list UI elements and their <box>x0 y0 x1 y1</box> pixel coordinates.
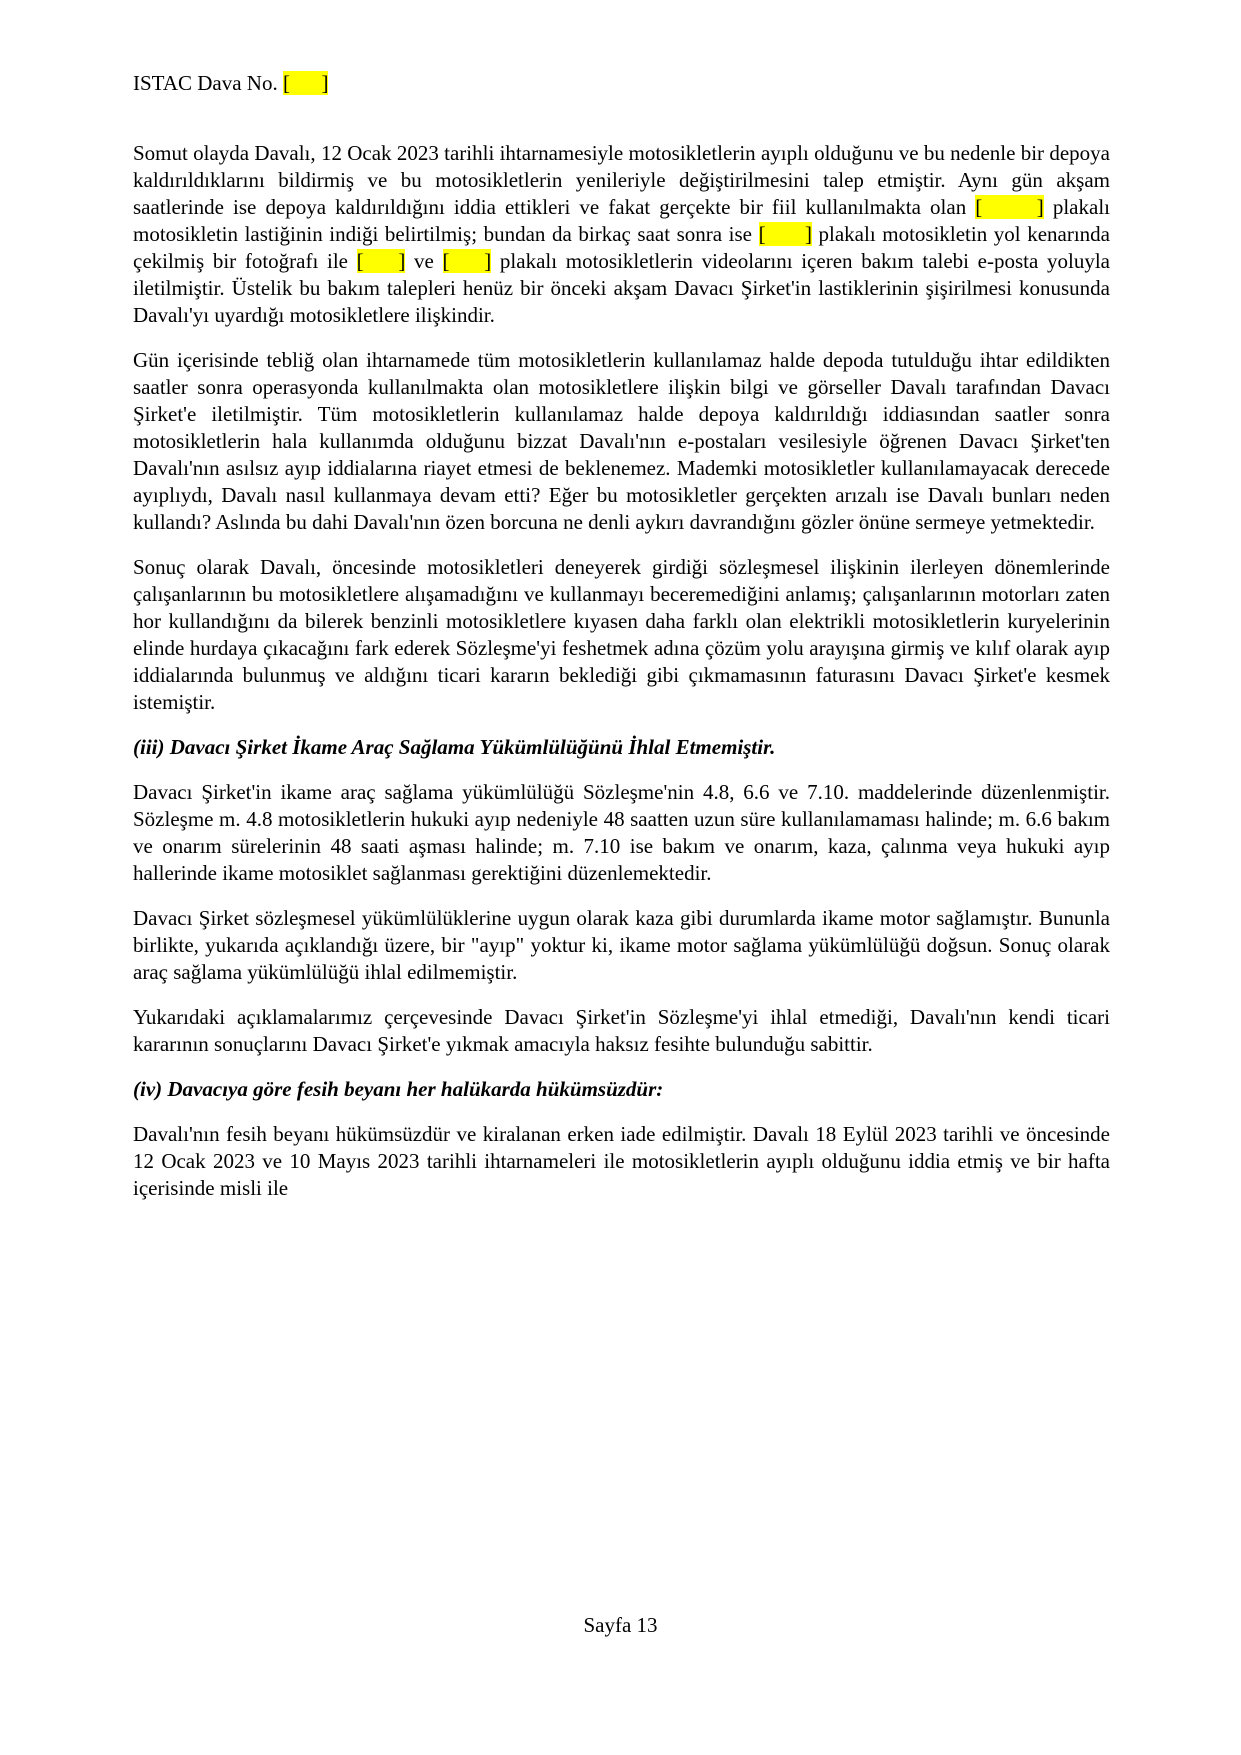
text-run: Somut olayda Davalı, 12 Ocak 2023 tarihli ihtarnamesiyle motosikletlerin ayıplı olduğunu ve bu nedenle bir depoya kaldırıldıklarını bildirmiş ve bu motosikletlerin yenileriyle değiştirilmesini talep etmiştir. Aynı gün akşam saatlerinde ise depoya kaldırıldığını iddia ettikleri ve fakat gerçekte bir fiil kullanılmakta olan <box>133 141 1110 219</box>
paragraph <box>133 347 1110 536</box>
case-number-label: ISTAC Dava No. <box>133 71 283 95</box>
text-run: Davalı'nın fesih beyanı hükümsüzdür ve kiralanan erken iade edilmiştir. Davalı 18 Eylül 2023 tarihli ve öncesinde 12 Ocak 2023 ve 10 Mayıs 2023 tarihli ihtarnameleri ile motosikletlerin ayıplı olduğunu iddia etmiş ve bir hafta içerisinde misli ile <box>133 1122 1110 1200</box>
text-run: plakalı motosikletin yol kenarında çekilmiş bir fotoğrafı ile <box>133 222 1110 273</box>
text-run: plakalı motosikletin lastiğinin indiği belirtilmiş; bundan da birkaç saat sonra ise <box>133 195 1110 246</box>
text-run: plakalı motosikletlerin videolarını içeren bakım talebi e-posta yoluyla iletilmiştir. Üstelik bu bakım talepleri henüz bir önceki akşam Davacı Şirket'in lastiklerinin şişirilmesi konusunda Davalı'yı uyardığı motosikletlere ilişkindir. <box>133 249 1110 327</box>
text-run: Yukarıdaki açıklamalarımız çerçevesinde Davacı Şirket'in Sözleşme'yi ihlal etmediği, Davalı'nın kendi ticari kararının sonuçlarını Davacı Şirket'e yıkmak amacıyla haksız fesihte bulunduğu sabittir. <box>133 1005 1110 1056</box>
text-run: Sonuç olarak Davalı, öncesinde motosikletleri deneyerek girdiği sözleşmesel ilişkinin ilerleyen dönemlerinde çalışanlarının bu motosikletlere alışamadığını ve kullanmayı beceremediğini anlamış; çalışanlarının motorları zaten hor kullandığını da bilerek benzinli motosikletlere kıyasen daha farklı olan elektrikli motosikletlerin kuryelerinin elinde hurdaya çıkacağını fark ederek Sözleşme'yi feshetmek adına çözüm yolu arayışına girmiş ve kılıf olarak ayıp iddialarında bulunmuş ve aldığını ticari kararın beklediği gibi çıkmamasının faturasını Davacı Şirket'e kesmek istemiştir. <box>133 555 1110 714</box>
text-run: (iii) Davacı Şirket İkame Araç Sağlama Yükümlülüğünü İhlal Etmemiştir. <box>133 735 776 759</box>
redaction-highlight: [ ] <box>975 195 1044 219</box>
paragraph <box>133 1121 1110 1202</box>
paragraph <box>133 140 1110 329</box>
page-number: Sayfa 13 <box>583 1613 658 1637</box>
text-run: Davacı Şirket sözleşmesel yükümlülüklerine uygun olarak kaza gibi durumlarda ikame motor sağlamıştır. Bununla birlikte, yukarıda açıklandığı üzere, bir "ayıp" yoktur ki, ikame motor sağlama yükümlülüğü doğsun. Sonuç olarak araç sağlama yükümlülüğü ihlal edilmemiştir. <box>133 906 1110 984</box>
paragraph <box>133 554 1110 716</box>
case-number-redaction: [ ] <box>282 71 329 95</box>
text-run: Gün içerisinde tebliğ olan ihtarnamede tüm motosikletlerin kullanılamaz halde depoda tutulduğu ihtar edildikten saatler sonra operasyonda kullanılmakta olan motosikletlere ilişkin bilgi ve görseller Davalı tarafından Davacı Şirket'e iletilmiştir. Tüm motosikletlerin kullanılamaz halde depoya kaldırıldığı iddiasından saatler sonra motosikletlerin hala kullanımda olduğunu bizzat Davalı'nın e-postaları vesilesiyle öğrenen Davacı Şirket'ten Davalı'nın asılsız ayıp iddialarına riayet etmesi de beklenemez. Mademki motosikletler kullanılamayacak derecede ayıplıydı, Davalı nasıl kullanmaya devam etti? Eğer bu motosikletler gerçekten arızalı ise Davalı bunları neden kullandı? Aslında bu dahi Davalı'nın özen borcuna ne denli aykırı davrandığını gözler önüne sermeye yetmektedir. <box>133 348 1110 534</box>
document-header <box>133 70 1110 97</box>
redaction-highlight: [ ] <box>356 249 406 273</box>
redaction-highlight: [ ] <box>442 249 492 273</box>
redaction-highlight: [ ] <box>758 222 812 246</box>
paragraph <box>133 1004 1110 1058</box>
text-run: Davacı Şirket'in ikame araç sağlama yükümlülüğü Sözleşme'nin 4.8, 6.6 ve 7.10. maddelerinde düzenlenmiştir. Sözleşme m. 4.8 motosikletlerin hukuki ayıp nedeniyle 48 saatten uzun süre kullanılamaması halinde; m. 6.6 bakım ve onarım sürelerinin 48 saati aşması halinde; m. 7.10 ise bakım ve onarım, kaza, çalınma veya hukuki ayıp hallerinde ikame motosiklet sağlanması gerektiğini düzenlemektedir. <box>133 780 1110 885</box>
paragraph <box>133 779 1110 887</box>
document-body <box>133 140 1110 1202</box>
section-heading <box>133 1076 1110 1103</box>
page-footer <box>0 1612 1241 1639</box>
section-heading <box>133 734 1110 761</box>
paragraph <box>133 905 1110 986</box>
text-run: ve <box>405 249 443 273</box>
text-run: (iv) Davacıya göre fesih beyanı her halükarda hükümsüzdür: <box>133 1077 664 1101</box>
